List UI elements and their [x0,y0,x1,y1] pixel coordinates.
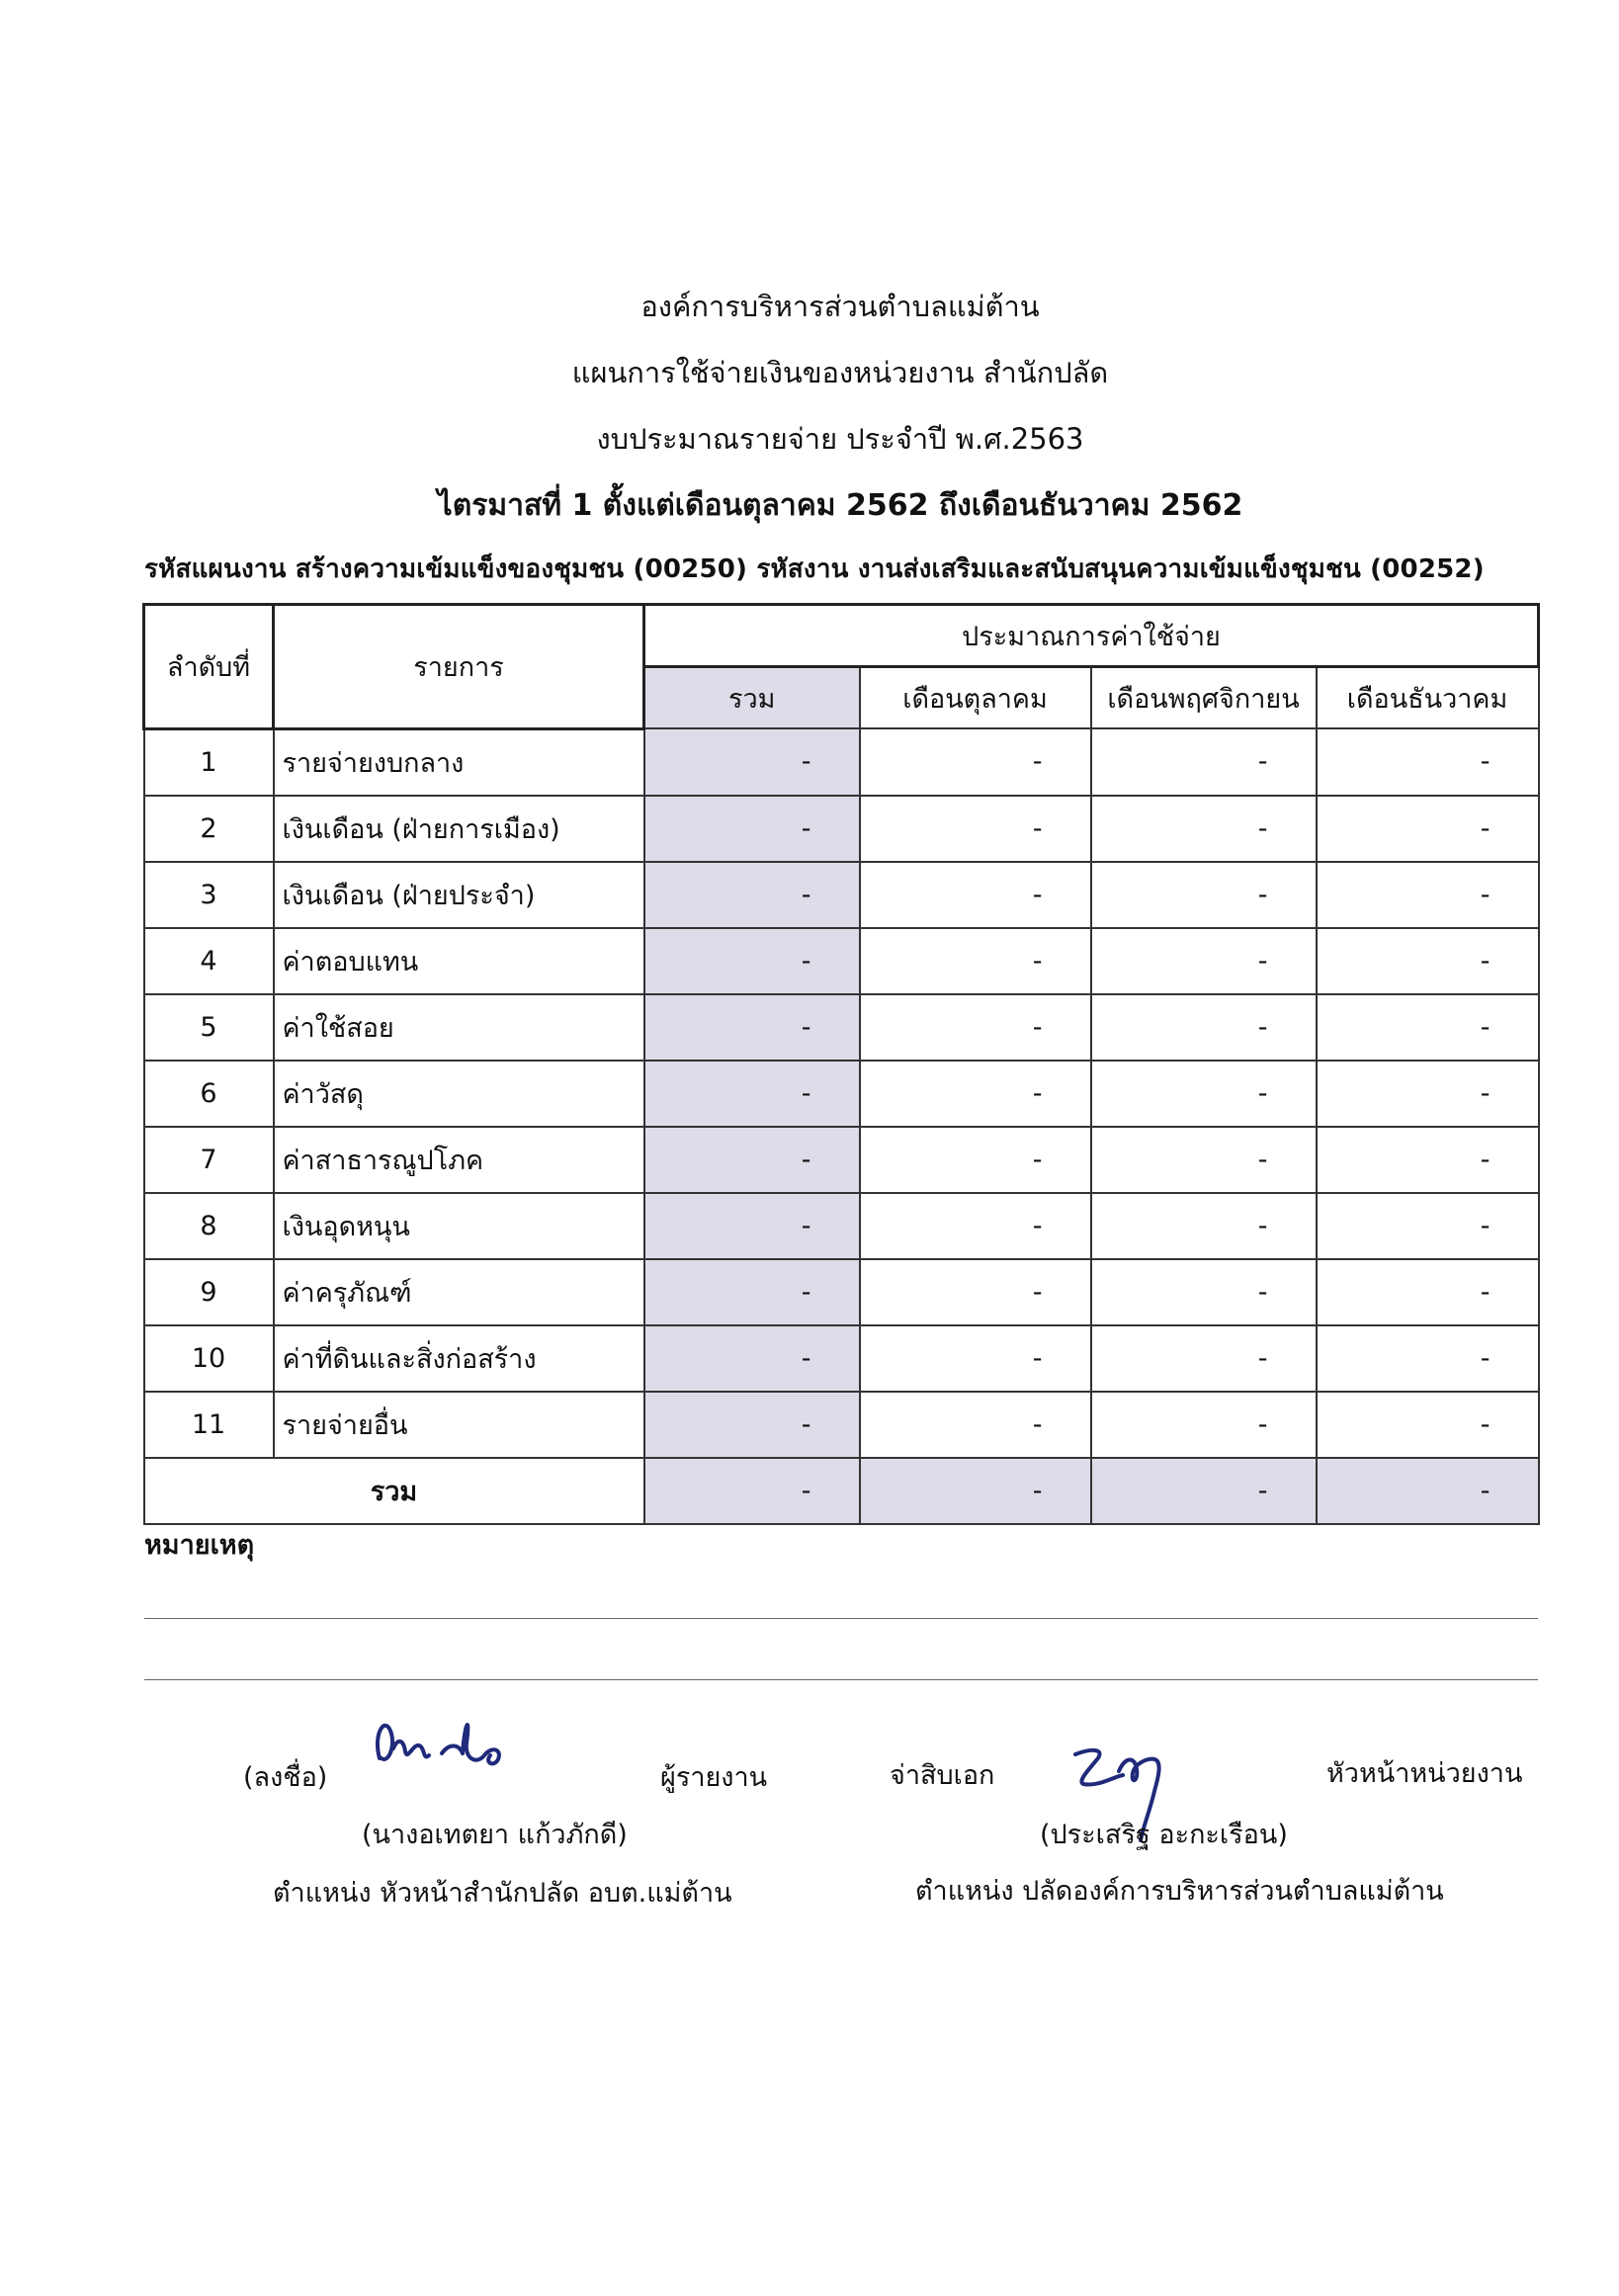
row-item: เงินเดือน (ฝ่ายการเมือง) [274,796,644,862]
table-row [144,1325,1539,1392]
row-dec: - [1317,728,1539,796]
row-no: 3 [144,862,274,928]
table-sum-row [144,1458,1539,1524]
row-oct: - [860,796,1091,862]
row-total: - [644,994,860,1061]
sum-nov: - [1091,1458,1317,1524]
header-month-nov: เดือนพฤศจิกายน [1091,667,1317,729]
row-item: ค่าวัสดุ [274,1061,644,1127]
row-no: 10 [144,1325,274,1392]
row-nov: - [1091,994,1317,1061]
row-nov: - [1091,1259,1317,1325]
row-item: ค่าครุภัณฑ์ [274,1259,644,1325]
row-total: - [644,1392,860,1458]
row-total: - [644,1325,860,1392]
row-dec: - [1317,1392,1539,1458]
head-role: หัวหน้าหน่วยงาน [1326,1758,1523,1789]
head-position: ตำแหน่ง ปลัดองค์การบริหารส่วนตำบลแม่ต้าน [915,1876,1444,1907]
row-no: 11 [144,1392,274,1458]
row-dec: - [1317,796,1539,862]
row-no: 5 [144,994,274,1061]
row-nov: - [1091,796,1317,862]
row-nov: - [1091,728,1317,796]
organization-title: องค์การบริหารส่วนตำบลแม่ต้าน [640,290,1040,323]
table-row [144,728,1539,796]
row-oct: - [860,862,1091,928]
row-dec: - [1317,1325,1539,1392]
sum-label: รวม [144,1458,644,1524]
row-oct: - [860,1259,1091,1325]
table-row [144,928,1539,994]
row-no: 2 [144,796,274,862]
table-row [144,862,1539,928]
row-total: - [644,1259,860,1325]
row-no: 1 [144,728,274,796]
header-month-oct: เดือนตุลาคม [860,667,1091,729]
plan-code-line: รหัสแผนงาน สร้างความเข้มแข็งของชุมชน (00250) รหัสงาน งานส่งเสริมและสนับสนุนความเข้มแข็งชุมชน (00252) [144,554,1485,584]
header-estimate: ประมาณการค่าใช้จ่าย [644,605,1539,667]
row-nov: - [1091,928,1317,994]
row-no: 9 [144,1259,274,1325]
row-nov: - [1091,1193,1317,1259]
budget-year: งบประมาณรายจ่าย ประจำปี พ.ศ.2563 [596,422,1084,456]
sum-oct: - [860,1458,1091,1524]
row-oct: - [860,994,1091,1061]
row-total: - [644,928,860,994]
table-header-row [144,605,1539,667]
row-dec: - [1317,1193,1539,1259]
table-row [144,1392,1539,1458]
row-total: - [644,1127,860,1193]
row-item: เงินอุดหนุน [274,1193,644,1259]
row-nov: - [1091,1061,1317,1127]
sum-dec: - [1317,1458,1539,1524]
row-no: 7 [144,1127,274,1193]
remark-line-1 [144,1618,1538,1619]
reporter-role: ผู้รายงาน [660,1762,768,1793]
table-row [144,1127,1539,1193]
table-row [144,1259,1539,1325]
budget-table [142,603,1540,1525]
row-dec: - [1317,928,1539,994]
row-nov: - [1091,1325,1317,1392]
reporter-name: (นางอเทตยา แก้วภักดี) [362,1820,628,1850]
table-row [144,1193,1539,1259]
row-dec: - [1317,1127,1539,1193]
row-item: ค่าที่ดินและสิ่งก่อสร้าง [274,1325,644,1392]
remark-label: หมายเหตุ [144,1530,255,1561]
row-dec: - [1317,1259,1539,1325]
row-oct: - [860,1061,1091,1127]
row-total: - [644,796,860,862]
head-name: (ประเสริฐ อะกะเรือน) [1040,1820,1288,1850]
row-item: รายจ่ายอื่น [274,1392,644,1458]
row-item: ค่าตอบแทน [274,928,644,994]
row-item: ค่าสาธารณูปโภค [274,1127,644,1193]
row-item: รายจ่ายงบกลาง [274,728,644,796]
row-oct: - [860,928,1091,994]
row-item: ค่าใช้สอย [274,994,644,1061]
table-row [144,994,1539,1061]
reporter-position: ตำแหน่ง หัวหน้าสำนักปลัด อบต.แม่ต้าน [273,1878,732,1909]
row-total: - [644,1193,860,1259]
row-nov: - [1091,862,1317,928]
row-nov: - [1091,1392,1317,1458]
plan-title: แผนการใช้จ่ายเงินของหน่วยงาน สำนักปลัด [571,356,1109,389]
quarter-range: ไตรมาสที่ 1 ตั้งแต่เดือนตุลาคม 2562 ถึงเดือนธันวาคม 2562 [437,488,1243,523]
row-total: - [644,862,860,928]
row-dec: - [1317,1061,1539,1127]
row-oct: - [860,1193,1091,1259]
rank-label: จ่าสิบเอก [890,1760,995,1791]
sum-total: - [644,1458,860,1524]
row-total: - [644,1061,860,1127]
row-nov: - [1091,1127,1317,1193]
row-oct: - [860,1392,1091,1458]
row-total: - [644,728,860,796]
row-no: 8 [144,1193,274,1259]
header-total: รวม [644,667,860,729]
row-item: เงินเดือน (ฝ่ายประจำ) [274,862,644,928]
remark-line-2 [144,1679,1538,1680]
sign-prefix: (ลงชื่อ) [243,1762,328,1793]
row-oct: - [860,1127,1091,1193]
table-row [144,1061,1539,1127]
row-no: 4 [144,928,274,994]
row-dec: - [1317,994,1539,1061]
row-no: 6 [144,1061,274,1127]
row-dec: - [1317,862,1539,928]
row-oct: - [860,1325,1091,1392]
table-row [144,796,1539,862]
row-oct: - [860,728,1091,796]
reporter-signature [368,1704,526,1793]
header-order: ลำดับที่ [144,605,274,729]
header-month-dec: เดือนธันวาคม [1317,667,1539,729]
header-item: รายการ [274,605,644,729]
